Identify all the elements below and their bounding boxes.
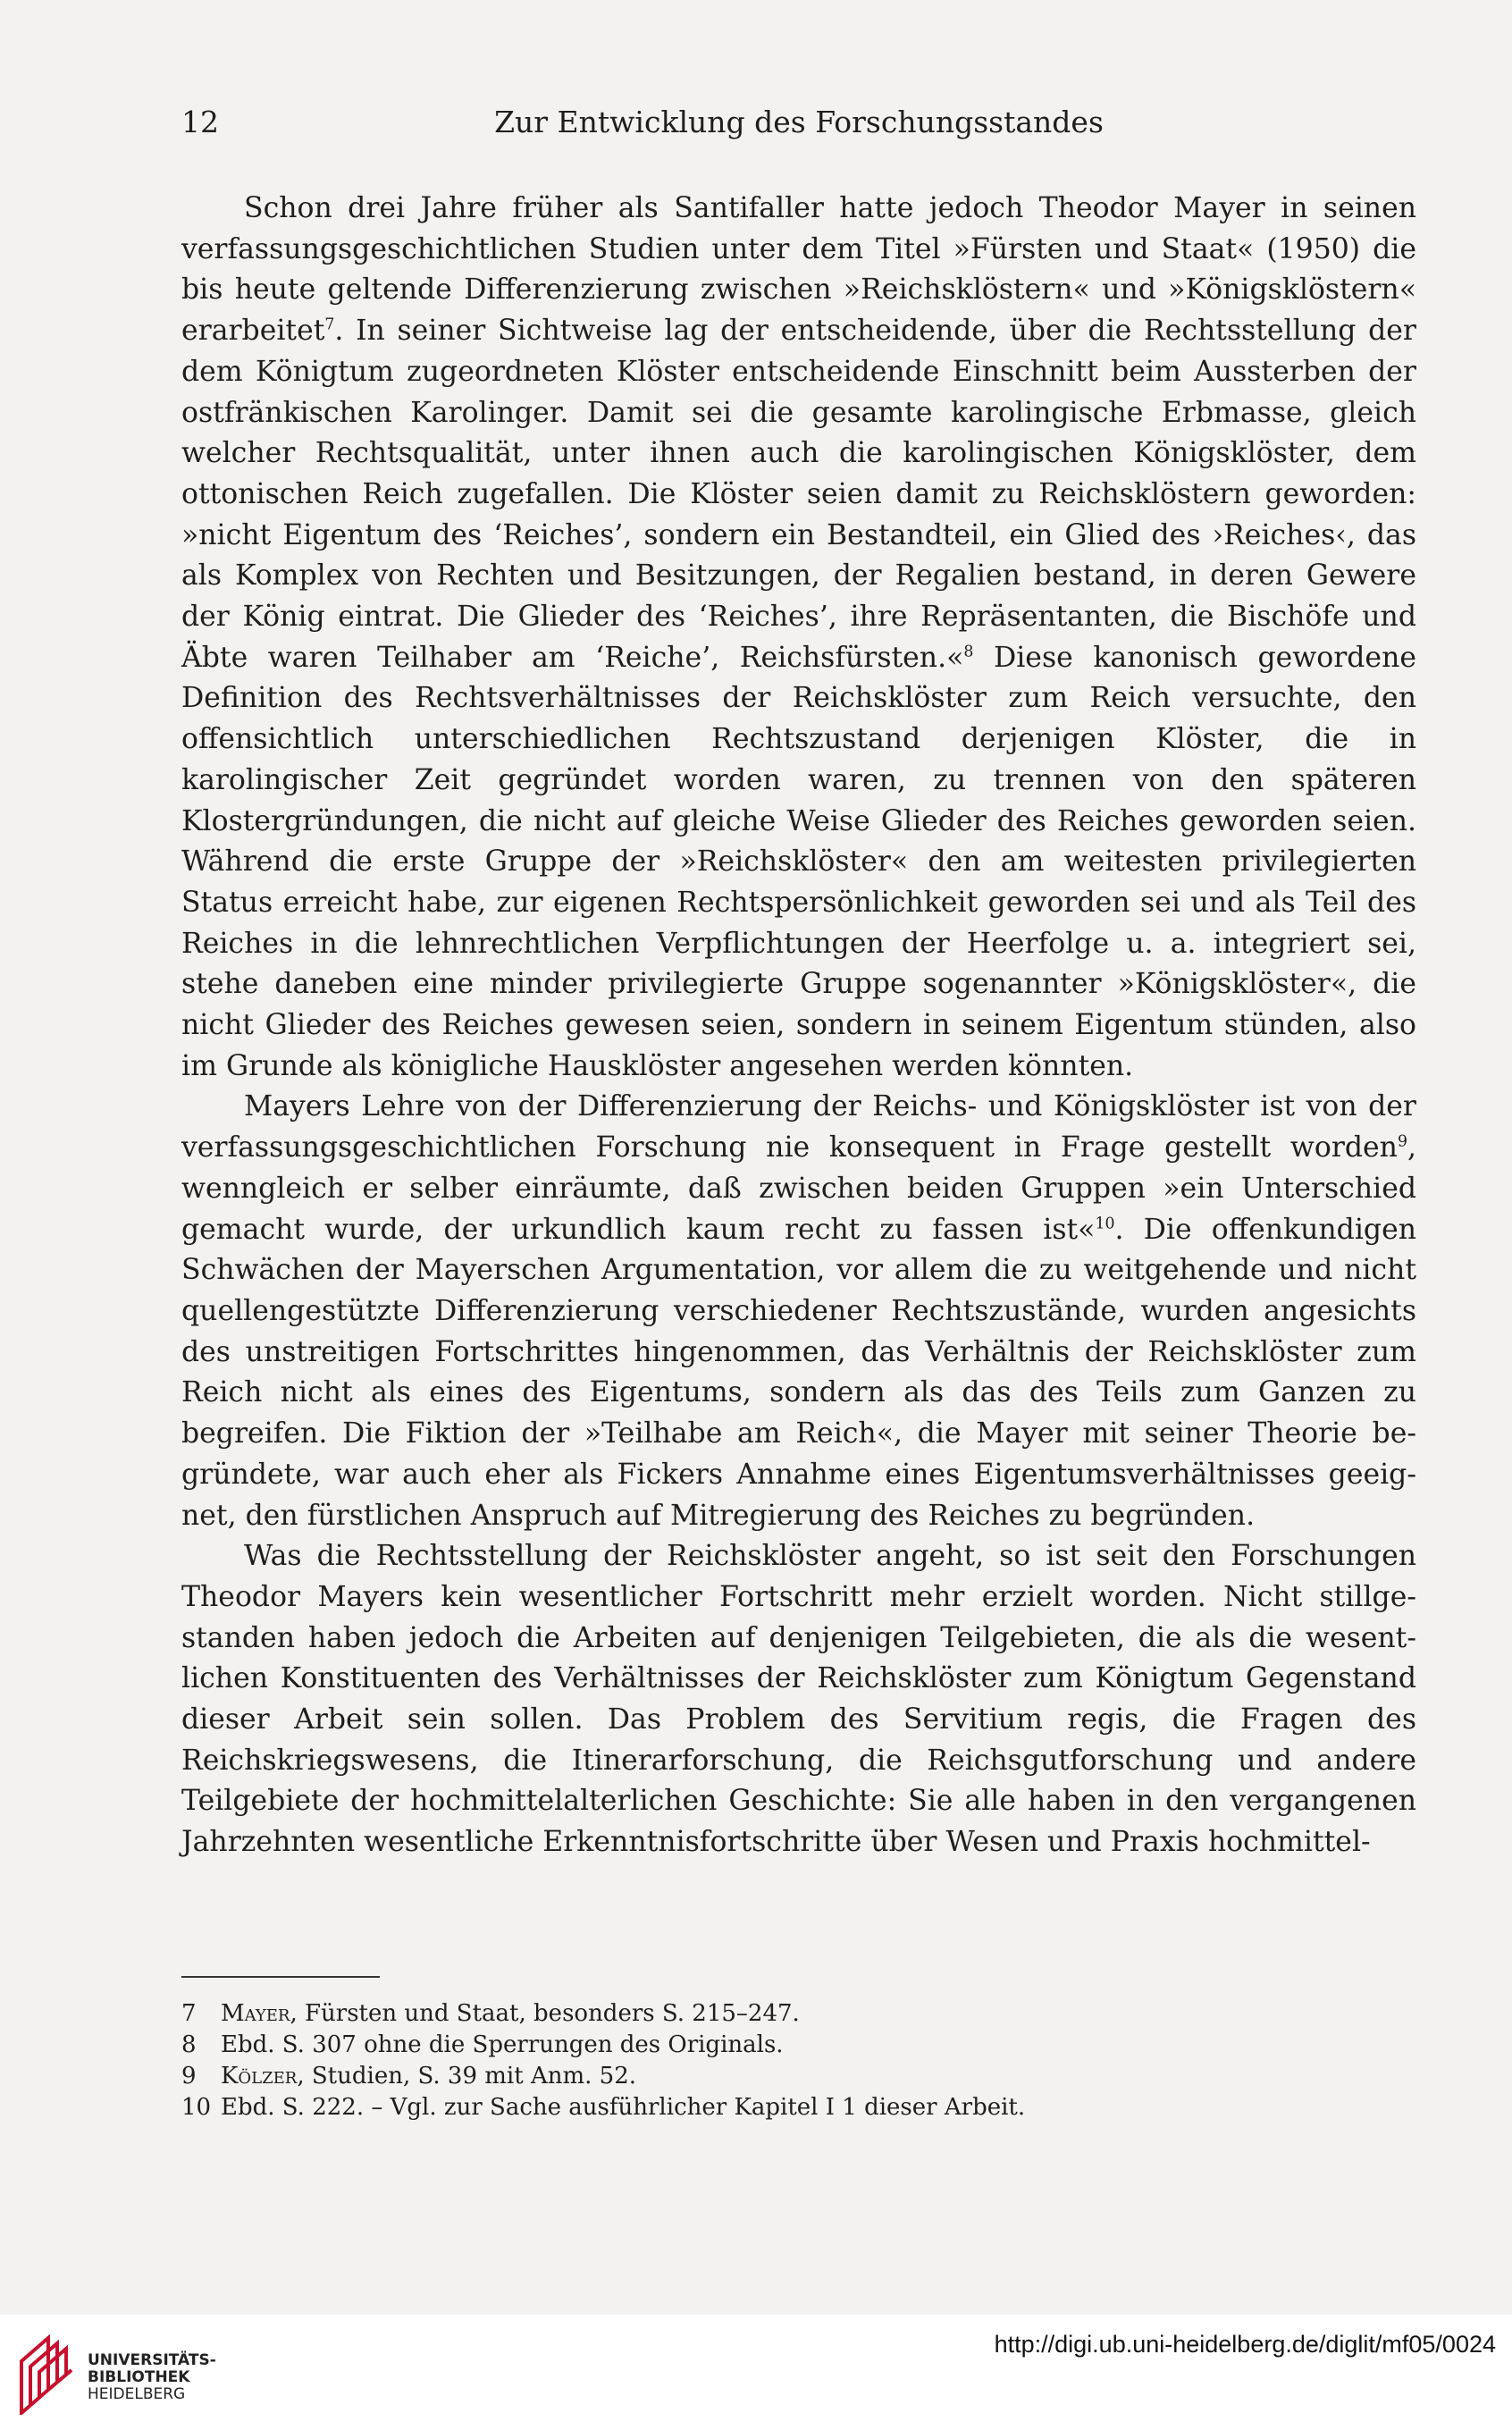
footnote-text: Ebd. S. 222. – Vgl. zur Sache ausführlicher Kapitel I 1 dieser Arbeit. (221, 2094, 1026, 2121)
page-header (181, 100, 1416, 145)
running-title: Zur Entwicklung des Forschungsstandes (494, 105, 1104, 139)
paragraph-1 (181, 189, 1416, 1087)
text-run: . Die offenkundigen Schwächen der Mayerschen Argumentation, vor allem die zu weitgehende und nicht quellengestützte Differenzierung verschiedener Rechtszustände, wurden angesichts des unstreitigen Fortschrittes hingenommen, das Verhältnis der Reichsklöster zum Reich nicht als eines des Eigentums, sondern als das des Teils zum Ganzen zu begreifen. Die Fiktion der »Teilhabe am Reich«, die Mayer mit seiner Theorie begründete, war auch eher als Fickers Annahme eines Eigentumsverhältnisses geeignet, den fürstlichen Anspruch auf Mitregierung des Reiches zu begründen. (181, 1213, 1417, 1532)
library-name (88, 2352, 216, 2403)
paragraph-2 (181, 1087, 1416, 1536)
text-run: , wenngleich er selber einräumte, daß zwischen beiden Gruppen »ein Unterschied gemacht wurde, der urkundlich kaum recht zu fassen ist« (181, 1131, 1416, 1246)
footnote-author: Mayer (221, 2000, 290, 2027)
footnote-text: Ebd. S. 307 ohne die Sperrungen des Originals. (221, 2031, 784, 2058)
footnote-number: 9 (181, 2063, 197, 2089)
page-number: 12 (181, 105, 219, 139)
text-run: Schon drei Jahre früher als Santifaller hatte jedoch Theodor Mayer in seinen verfassungsgeschichtlichen Studien unter dem Titel »Fürsten und Staat« (1950) die bis heute geltende Differenzierung zwischen »Reichsklöstern« und »Königsklöstern« erarbeitet (181, 192, 1416, 348)
footnote-ref-9: 9 (1397, 1132, 1407, 1151)
library-footer (0, 2315, 1512, 2430)
text-run: Was die Rechtsstellung der Reichsklöster angeht, so ist seit den Forschungen Theodor Mayers kein wesentlicher Fortschritt mehr erzielt worden. Nicht stillgestanden haben jedoch die Arbeiten auf denjenigen Teilgebieten, die als die wesentlichen Konstituenten des Verhältnisses der Reichsklöster zum Königtum Gegenstand dieser Arbeit sein sollen. Das Problem des Servitium regis, die Fragen des Reichskriegswesens, die Itinerarforschung, die Reichsgutforschung und andere Teilgebiete der hochmittelalterlichen Geschichte: Sie alle haben in den vergangenen Jahrzehnten wesentliche Erkenntnisfortschritte über Wesen und Praxis hochmittel- (181, 1540, 1416, 1859)
text-run: Mayers Lehre von der Differenzierung der Reichs- und Königsklöster ist von der verfassungsgeschichtlichen Forschung nie konsequent in Frage gestellt worden (181, 1090, 1416, 1165)
footnote-text: , Studien, S. 39 mit Anm. 52. (297, 2063, 636, 2089)
footnote-number: 10 (181, 2094, 212, 2121)
text-run: Diese kanonisch gewordene Definition des Rechtsverhältnisses der Reichsklöster zum Reich versuchte, den offensichtlich unterschiedlichen Rechtszustand derjenigen Klöster, die in karolingischer Zeit gegründet worden waren, zu trennen von den späteren Klostergründungen, die nicht auf gleiche Weise Glieder des Reiches geworden seien. Während die erste Gruppe der »Reichsklöster« den am weitesten privilegierten Status erreicht habe, zur eigenen Rechtspersönlichkeit geworden sei und als Teil des Reiches in die lehnrechtlichen Verpflichtungen der Heerfolge u. a. integriert sei, stehe daneben eine minder privilegierte Gruppe sogenannter »Königsklöster«, die nicht Glieder des Reiches gewesen seien, sondern in seinem Eigentum stünden, also im Grunde als königliche Hausklöster angesehen werden könnten. (181, 641, 1416, 1082)
footnote-number: 8 (181, 2031, 197, 2058)
footnote-9 (181, 2061, 1416, 2092)
footnotes (181, 1998, 1416, 2123)
library-name-line: UNIVERSITÄTS- (88, 2351, 216, 2369)
footnote-7 (181, 1998, 1416, 2030)
text-run: . In seiner Sichtweise lag der entscheidende, über die Rechtsstellung der dem Königtum zugeordneten Klöster entscheidende Einschnitt beim Aussterben der ostfränkischen Karolinger. Damit sei die gesamte karolingische Erbmasse, gleich welcher Rechtsqualität, unter ihnen auch die karolingischen Königsklöster, dem ottonischen Reich zugefallen. Die Klöster seien damit zu Reichsklöstern geworden: »nicht Eigentum des ‘Reiches’, sondern ein Bestandteil, ein Glied des ›Reiches‹, das als Komplex von Rechten und Besitzungen, der Regalien bestand, in deren Gewere der König eintrat. Die Glieder des ‘Reiches’, ihre Repräsentanten, die Bischöfe und Äbte waren Teilhaber am ‘Reiche’, Reichsfürsten.« (181, 315, 1416, 674)
library-name-line: HEIDELBERG (88, 2385, 186, 2403)
footnote-text: , Fürsten und Staat, besonders S. 215–247. (290, 2000, 800, 2027)
footnote-author: Kölzer (221, 2063, 298, 2089)
library-name-line: BIBLIOTHEK (88, 2368, 190, 2386)
footnote-separator (181, 1976, 380, 1978)
footnote-10 (181, 2092, 1416, 2123)
body-text (181, 189, 1416, 1863)
footnote-8 (181, 2030, 1416, 2061)
footnote-ref-8: 8 (963, 643, 974, 661)
paragraph-3 (181, 1536, 1416, 1863)
footnote-ref-10: 10 (1095, 1215, 1115, 1233)
library-logo-icon (18, 2334, 75, 2415)
footnote-ref-7: 7 (324, 315, 335, 334)
footnote-number: 7 (181, 2000, 197, 2027)
source-url-link[interactable]: http://digi.ub.uni-heidelberg.de/diglit/mf05/0024 (994, 2331, 1496, 2358)
